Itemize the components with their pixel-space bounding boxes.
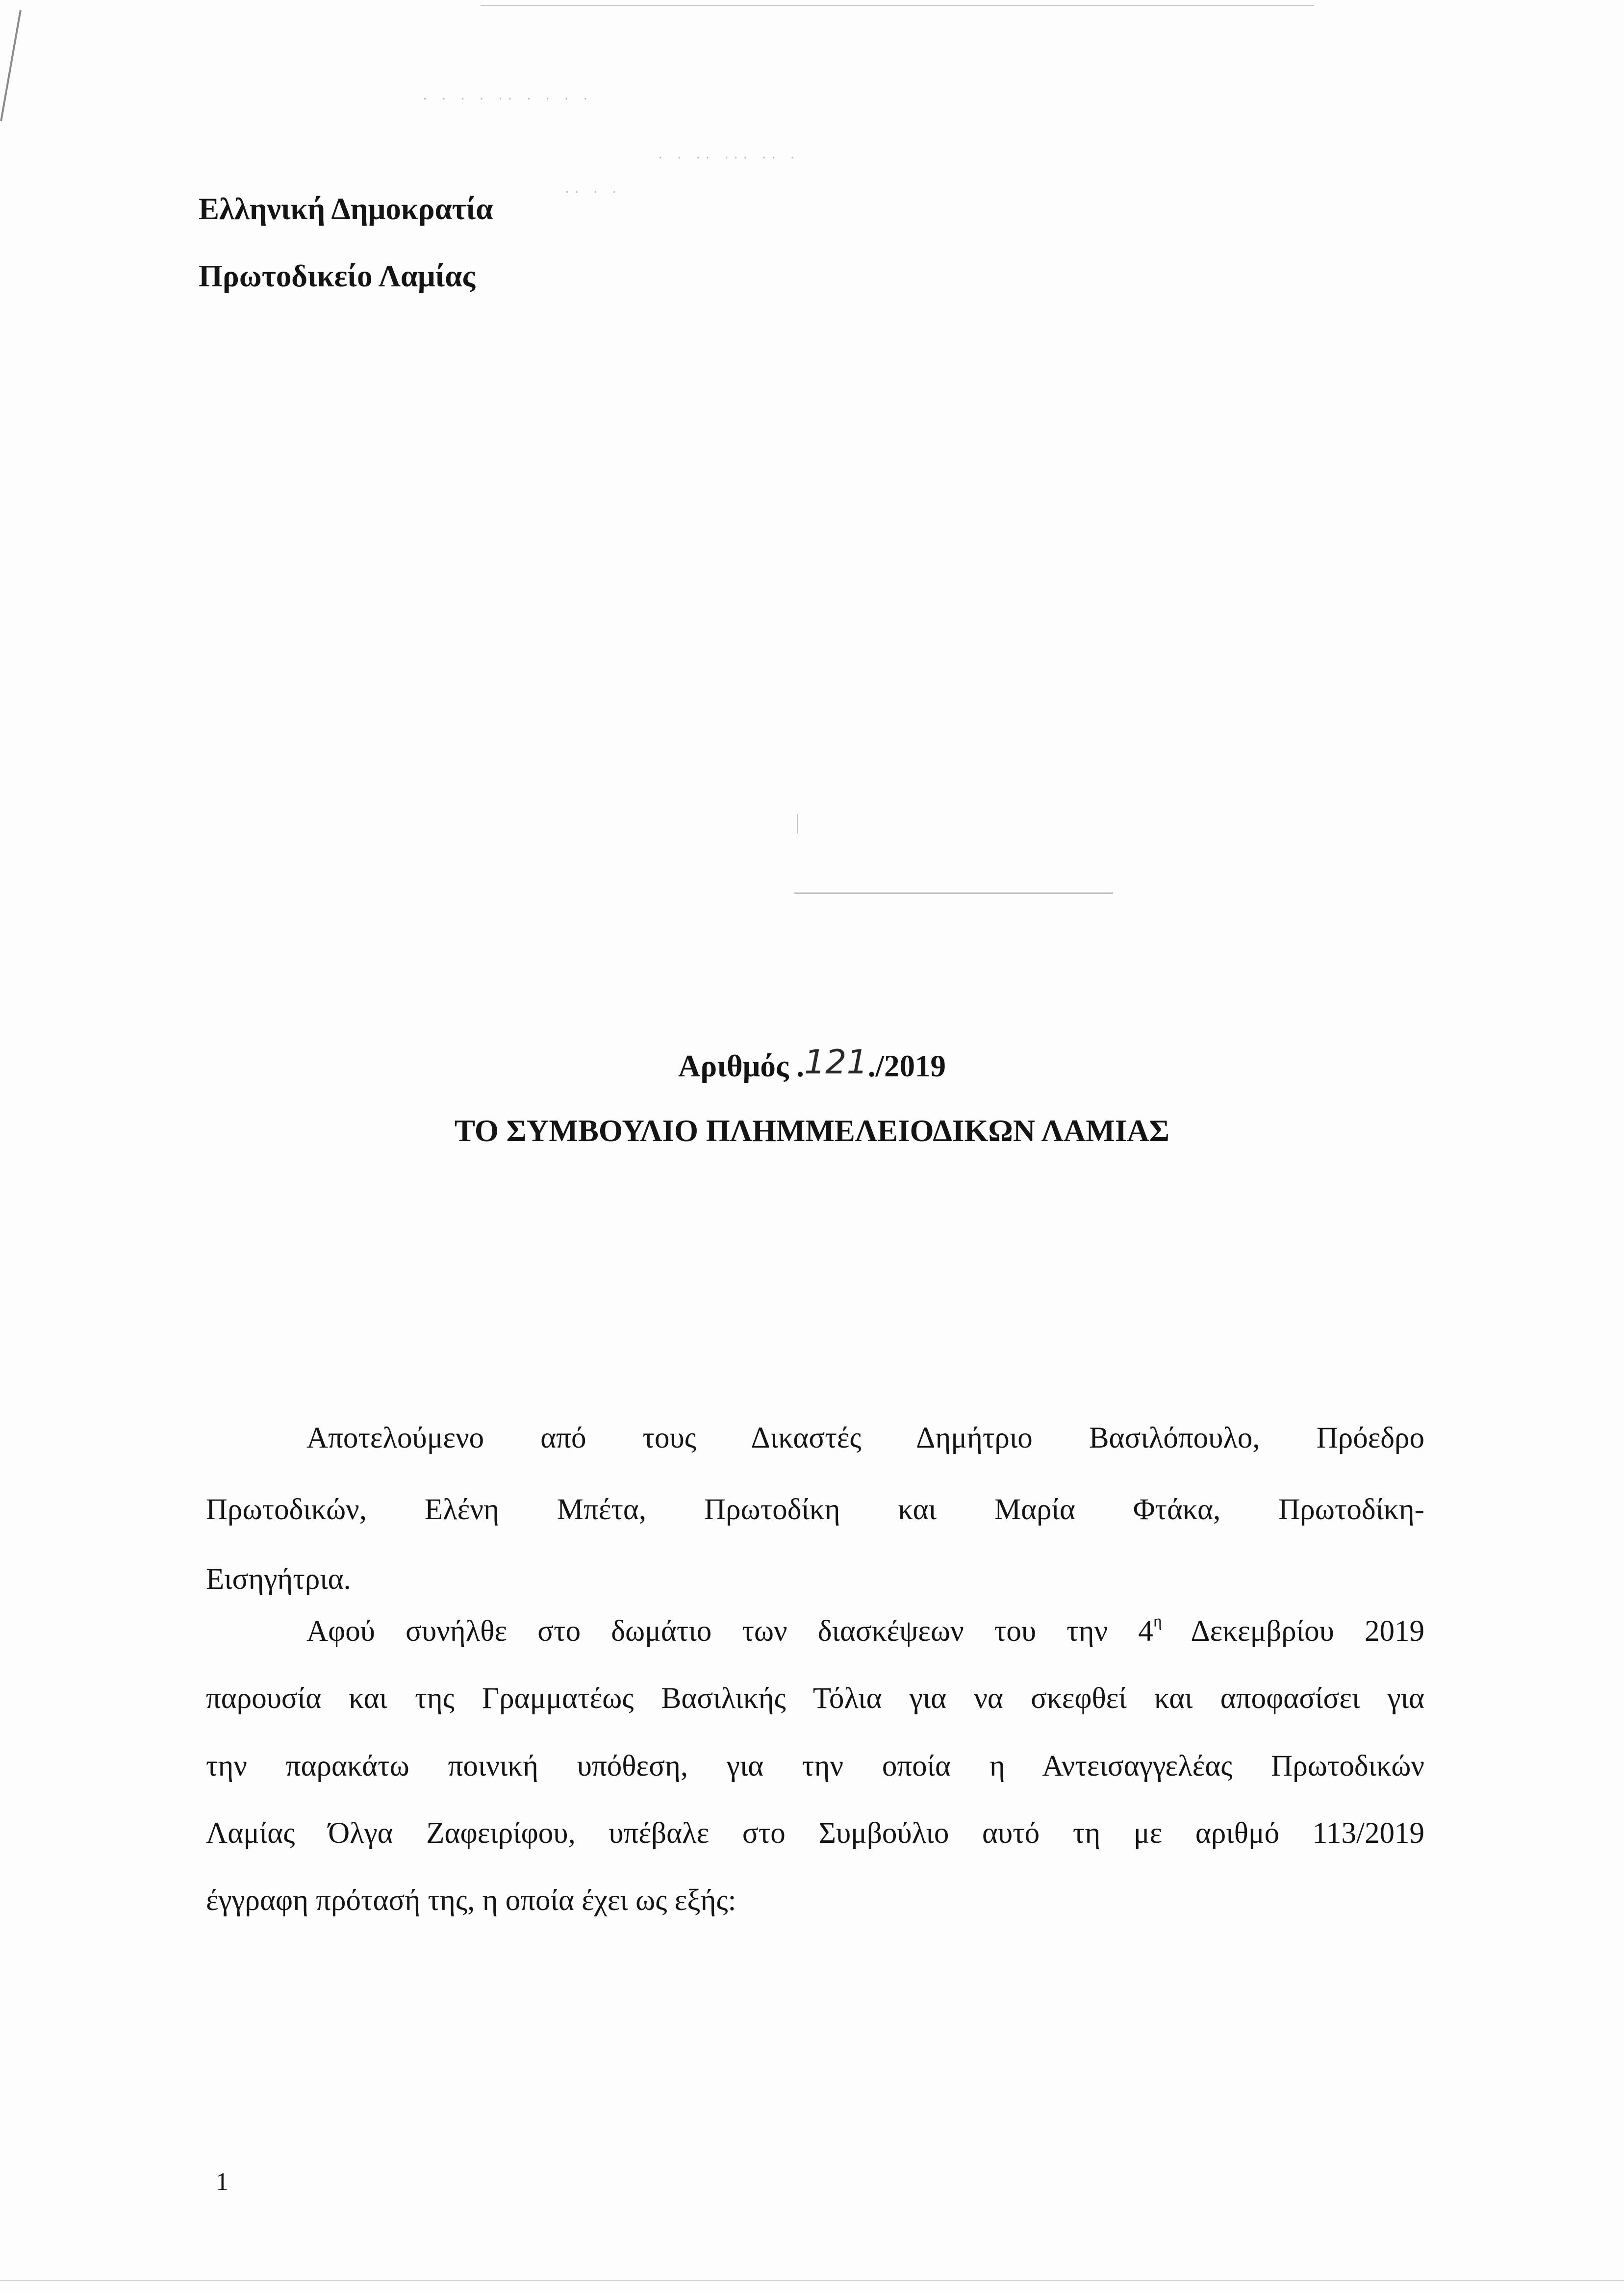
paragraph-2-line-1 (306, 1612, 1425, 1648)
paragraph-1-line-3: Εισηγήτρια. (206, 1563, 351, 1596)
scan-mark-fold (794, 892, 1113, 894)
paragraph-2-line-1-text: Αφού συνήλθε στο δωμάτιο των διασκέψεων του την 4 (306, 1615, 1153, 1648)
scan-speckle-3: ·· · · (564, 186, 621, 199)
header-country: Ελληνική Δημοκρατία (199, 192, 493, 226)
paragraph-2-line-2: παρουσία και της Γραμματέως Βασιλικής Τόλια για να σκεφθεί και αποφασίσει για (206, 1682, 1424, 1715)
paragraph-1-line-1: Αποτελούμενο από τους Δικαστές Δημήτριο Βασιλόπουλο, Πρόεδρο (306, 1422, 1424, 1454)
scan-speckle-1: · · · · ·· · · · · (422, 93, 592, 105)
paragraph-2-line-5: έγγραφη πρότασή της, η οποία έχει ως εξής: (206, 1884, 736, 1917)
court-council-title: ΤΟ ΣΥΜΒΟΥΛΙΟ ΠΛΗΜΜΕΛΕΙΟΔΙΚΩΝ ΛΑΜΙΑΣ (455, 1114, 1169, 1148)
page-number: 1 (216, 2168, 228, 2196)
paragraph-1-line-2: Πρωτοδικών, Ελένη Μπέτα, Πρωτοδίκη και Μαρία Φτάκα, Πρωτοδίκη- (206, 1493, 1424, 1526)
paragraph-2-line-3: την παρακάτω ποινική υπόθεση, για την οποία η Αντεισαγγελέας Πρωτοδικών (206, 1750, 1424, 1783)
scan-mark-top (481, 5, 1314, 6)
scan-mark-left (0, 10, 22, 121)
paragraph-2-line-1-date: Δεκεμβρίου 2019 (1162, 1615, 1425, 1648)
decision-number (0, 1043, 1624, 1085)
handwritten-decision-number: 121 (804, 1043, 868, 1082)
ordinal-suffix: η (1153, 1612, 1162, 1631)
scan-speckle-2: · · ·· ··· ·· · (657, 152, 799, 164)
header-court: Πρωτοδικείο Λαμίας (199, 259, 476, 293)
scan-mark-bottom (0, 2280, 1624, 2281)
paragraph-2-line-4: Λαμίας Όλγα Ζαφειρίφου, υπέβαλε στο Συμβούλιο αυτό τη με αριθμό 113/2019 (206, 1817, 1424, 1850)
scan-mark-tick (797, 814, 798, 834)
decision-number-prefix: Αριθμός . (678, 1049, 804, 1083)
decision-number-suffix: ./2019 (867, 1049, 946, 1083)
